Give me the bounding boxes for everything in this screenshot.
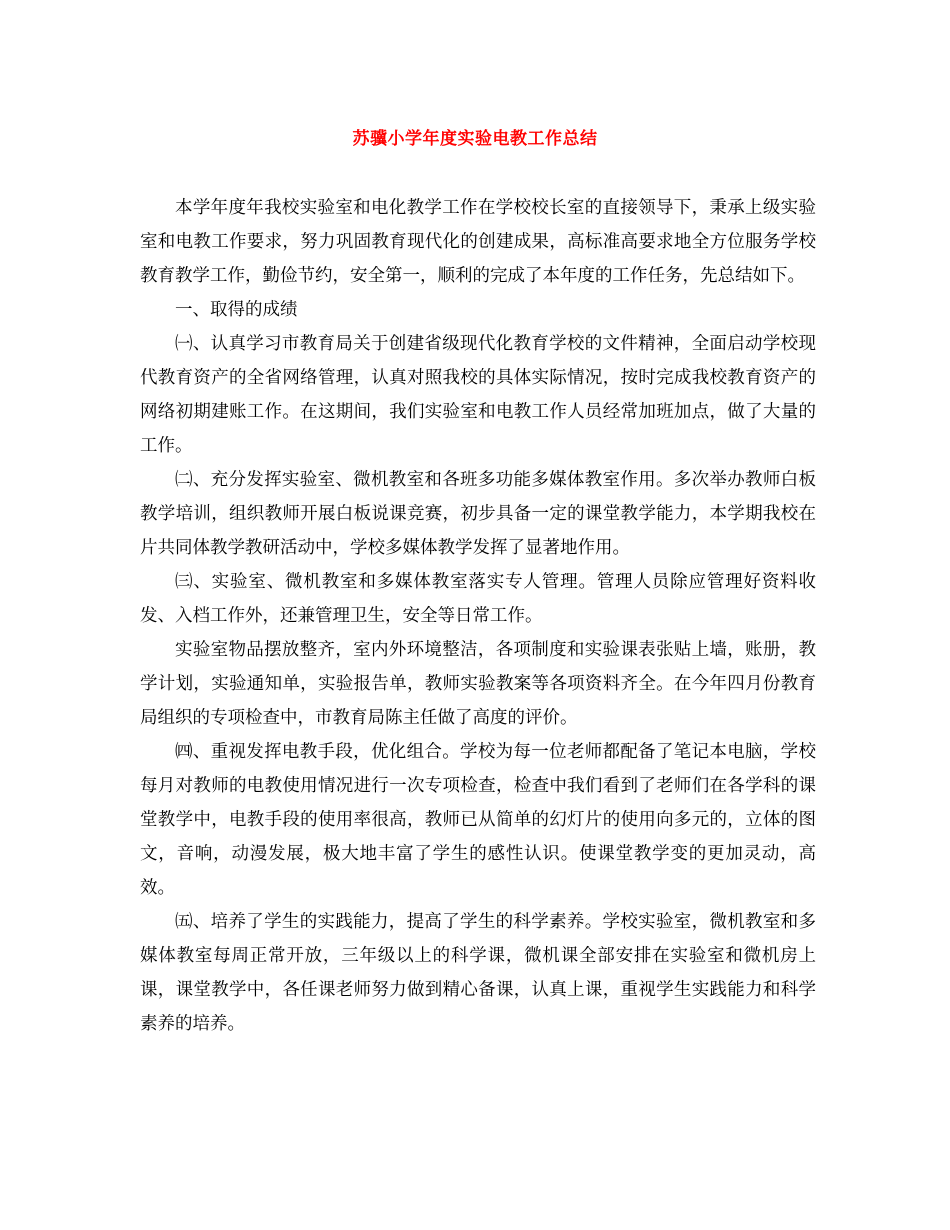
- achievement-item-3-detail: 实验室物品摆放整齐，室内外环境整洁，各项制度和实验课表张贴上墙，账册，教学计划，实验通知单，实验报告单，教师实验教案等各项资料齐全。在今年四月份教育局组织的专项检查中，市教育局陈主任做了高度的评价。: [140, 640, 816, 728]
- intro-paragraph: 本学年度年我校实验室和电化教学工作在学校校长室的直接领导下，秉承上级实验室和电教工作要求，努力巩固教育现代化的创建成果，高标准高要求地全方位服务学校教育教学工作，勤俭节约，安全第一，顺利的完成了本年度的工作任务，先总结如下。: [140, 198, 816, 286]
- section-heading-achievements: 一、取得的成绩: [175, 300, 298, 320]
- document-body: [140, 191, 816, 1041]
- achievement-item-1: ㈠、认真学习市教育局关于创建省级现代化教育学校的文件精神，全面启动学校现代教育资产的全省网络管理，认真对照我校的具体实际情况，按时完成我校教育资产的网络初期建账工作。在这期间，我们实验室和电教工作人员经常加班加点，做了大量的工作。: [140, 334, 816, 456]
- achievement-item-4: ㈣、重视发挥电教手段，优化组合。学校为每一位老师都配备了笔记本电脑，学校每月对教师的电教使用情况进行一次专项检查，检查中我们看到了老师们在各学科的课堂教学中，电教手段的使用率很高，教师已从简单的幻灯片的使用向多元的，立体的图文，音响，动漫发展，极大地丰富了学生的感性认识。使课堂教学变的更加灵动，高效。: [140, 742, 816, 898]
- document-title: 苏骥小学年度实验电教工作总结: [352, 129, 598, 149]
- achievement-item-5: ㈤、培养了学生的实践能力，提高了学生的科学素养。学校实验室，微机教室和多媒体教室每周正常开放，三年级以上的科学课，微机课全部安排在实验室和微机房上课，课堂教学中，各任课老师努力做到精心备课，认真上课，重视学生实践能力和科学素养的培养。: [140, 912, 816, 1034]
- achievement-item-3: ㈢、实验室、微机教室和多媒体教室落实专人管理。管理人员除应管理好资料收发、入档工作外，还兼管理卫生，安全等日常工作。: [140, 572, 816, 626]
- achievement-item-2: ㈡、充分发挥实验室、微机教室和各班多功能多媒体教室作用。多次举办教师白板教学培训，组织教师开展白板说课竞赛，初步具备一定的课堂教学能力，本学期我校在片共同体教学教研活动中，学校多媒体教学发挥了显著地作用。: [140, 470, 816, 558]
